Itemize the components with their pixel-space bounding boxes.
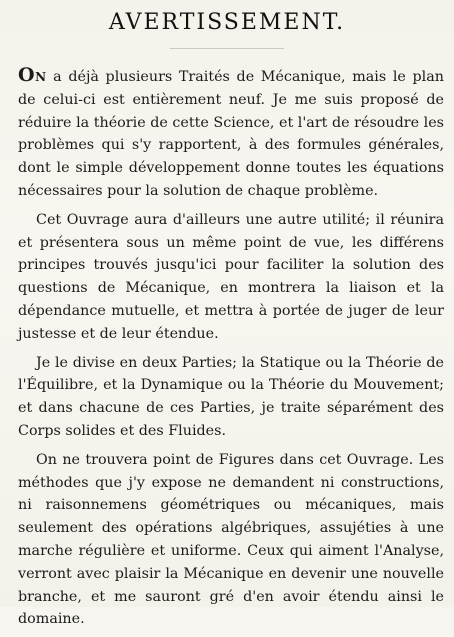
- paragraph-3-text: Je le divise en deux Parties; la Statique ou la Théorie de l'Équilibre, et la Dynamique ou la Théorie du Mouvement; et dans chacune de ces Parties, je traite séparément des Corps solides et des Fluides.: [18, 354, 444, 439]
- small-cap: N: [35, 70, 47, 84]
- drop-cap: O: [18, 64, 36, 86]
- paragraph-2: [18, 209, 444, 346]
- paragraph-4: [18, 449, 444, 631]
- paragraph-1-text: a déjà plusieurs Traités de Mécanique, mais le plan de celui-ci est entièrement neuf. Je me suis proposé de réduire la théorie de cette Science, et l'art de résoudre les problèmes qui s'y rapportent, à des formules générales, dont le simple développement donne toutes les équations nécessaires pour la solution de chaque problème.: [18, 69, 444, 199]
- paragraph-3: [18, 352, 444, 443]
- page-title: AVERTISSEMENT.: [108, 10, 346, 35]
- paragraph-4-text: On ne trouvera point de Figures dans cet Ouvrage. Les méthodes que j'y expose ne demandent ni constructions, ni raisonnemens géométriques ou mécaniques, mais seulement des opérations algébriques, assujéties à une marche régulière et uniforme. Ceux qui aiment l'Analyse, verront avec plaisir la Mécanique en devenir une nouvelle branche, et me sauront gré d'en avoir étendu ainsi le domaine.: [18, 451, 444, 628]
- title-shadow-rule: [170, 48, 284, 49]
- paragraph-1: [18, 64, 444, 203]
- paragraph-2-text: Cet Ouvrage aura d'ailleurs une autre utilité; il réunira et présentera sous un même point de vue, les différens principes trouvés jusqu'ici pour faciliter la solution des questions de Mécanique, en montrera la liaison et la dépendance mutuelle, et mettra à portée de juger de leur justesse et de leur étendue.: [18, 211, 444, 342]
- body-text: [18, 60, 444, 637]
